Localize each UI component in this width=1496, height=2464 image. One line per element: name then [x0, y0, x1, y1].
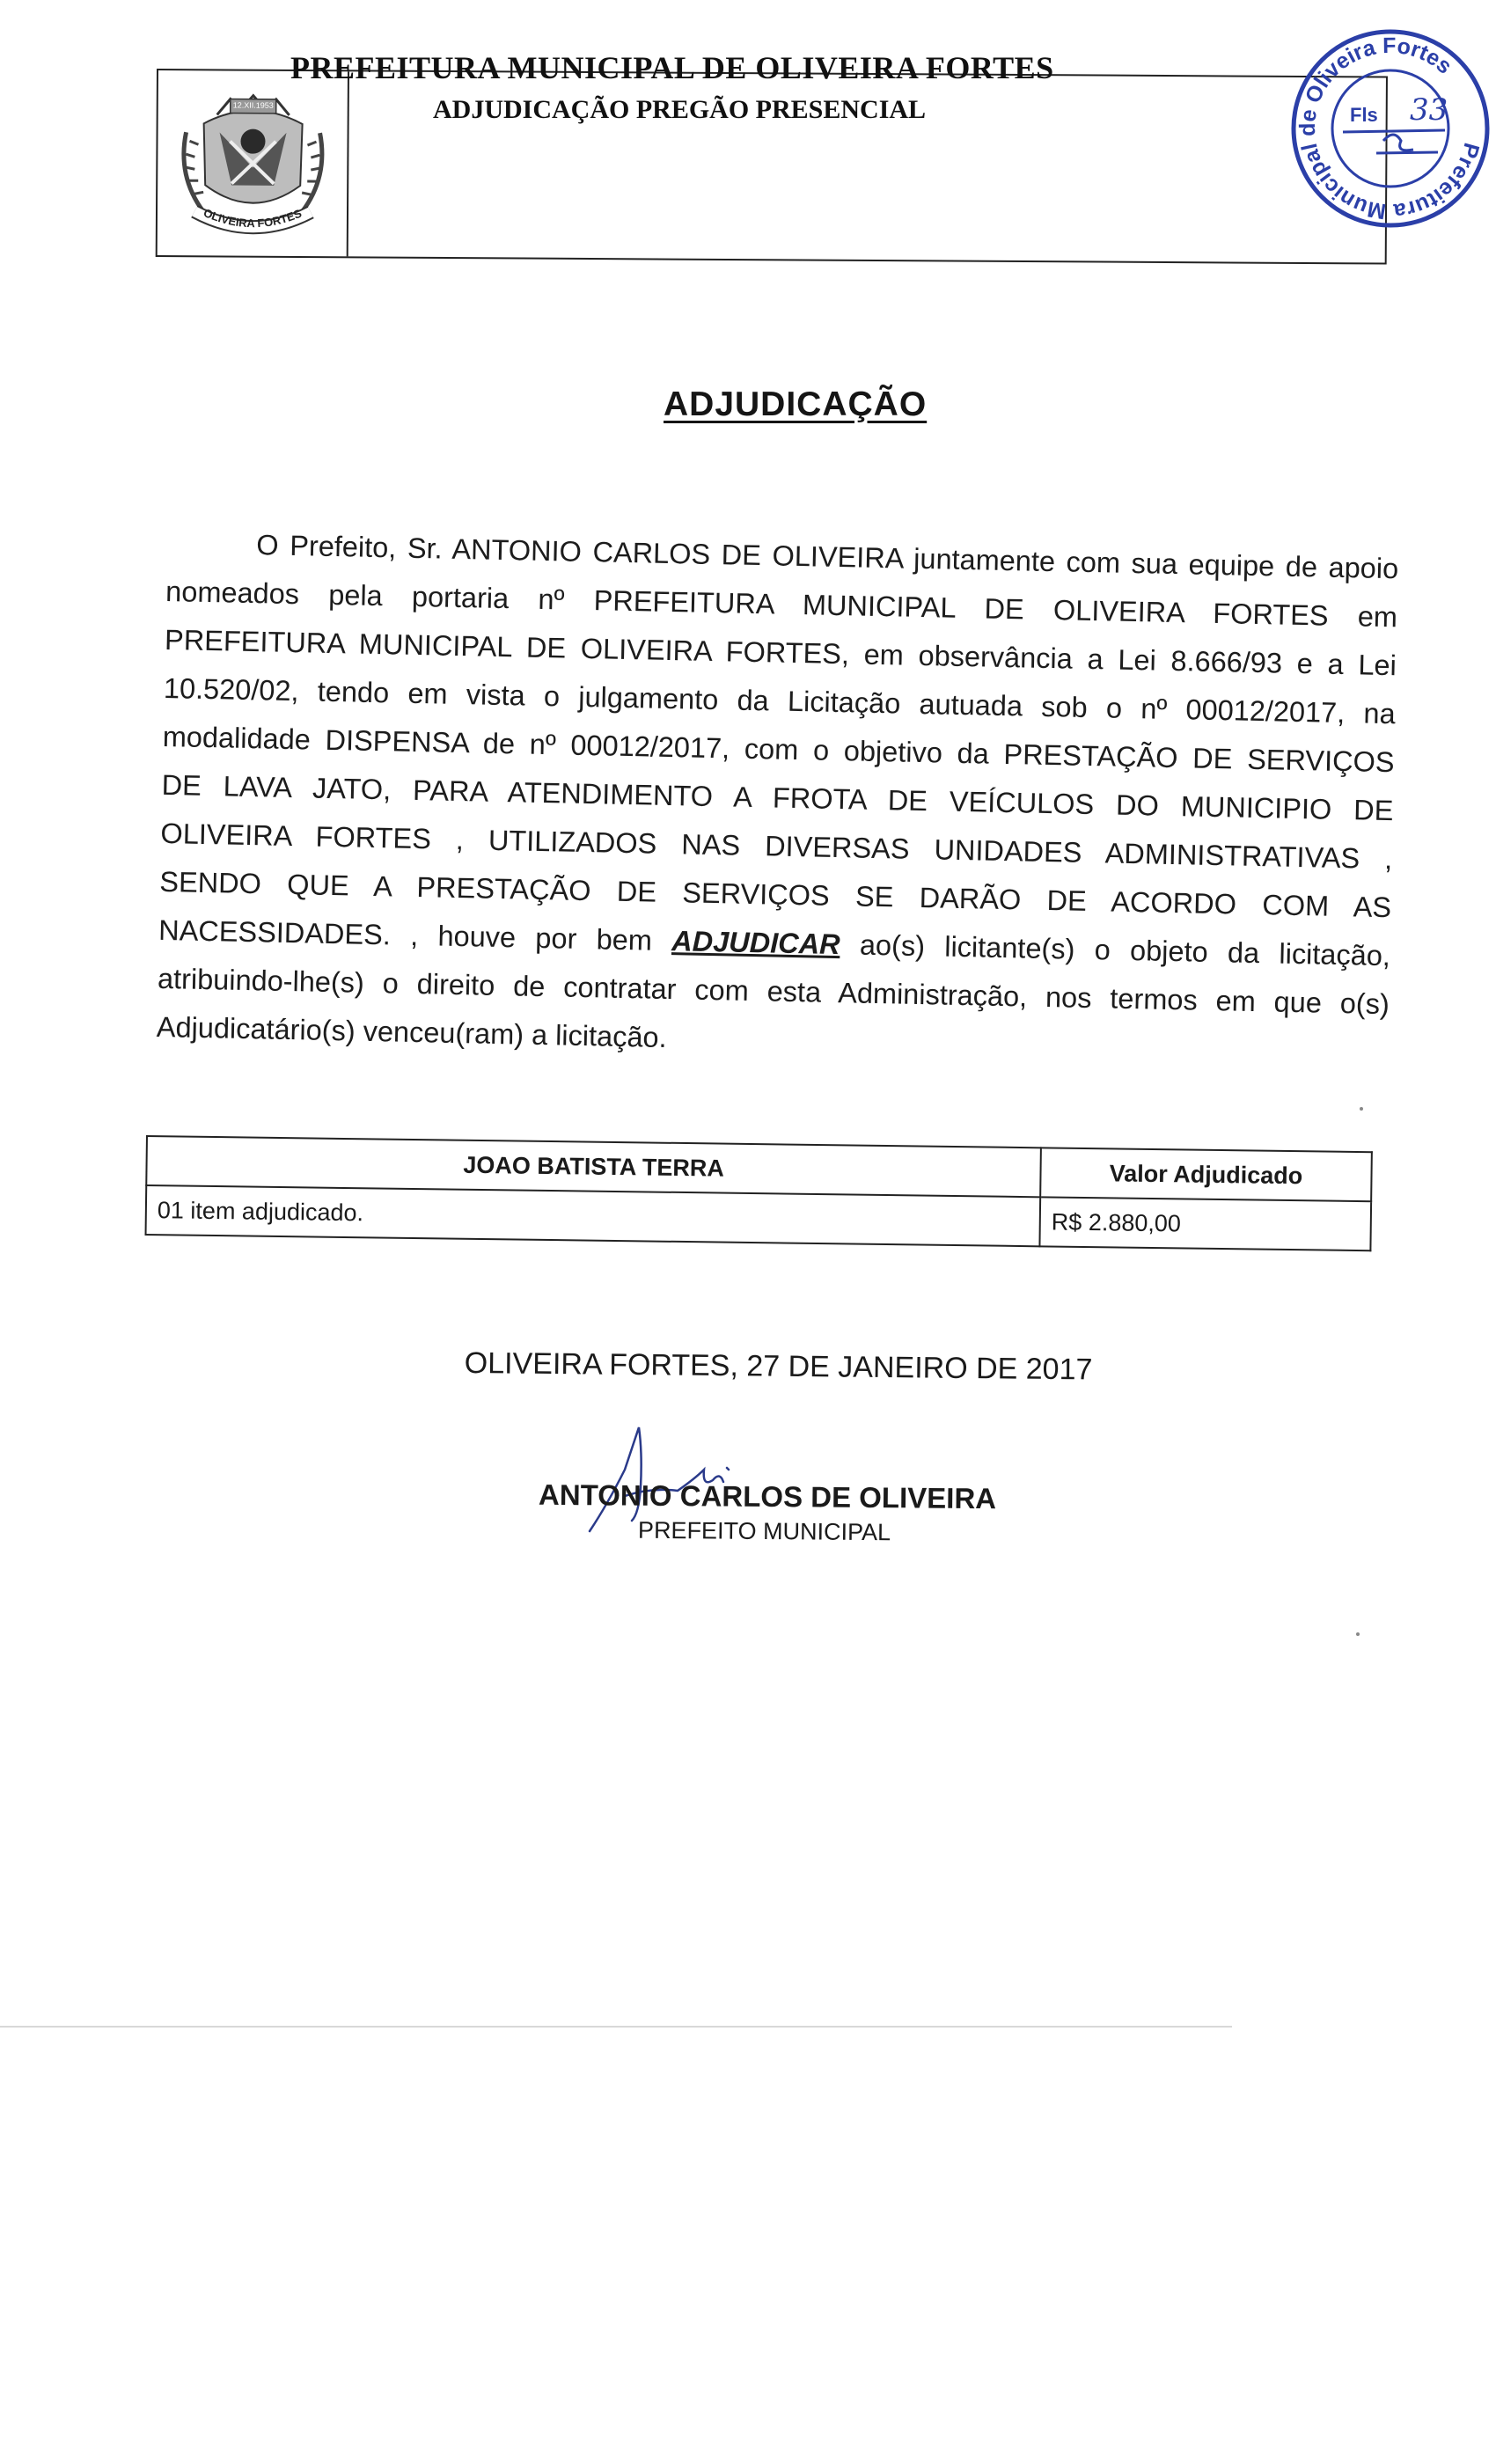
body-line: OLIVEIRA FORTES , UTILIZADOS NAS DIVERSAS UNIDADES ADMINISTRATIVAS , [160, 817, 1393, 876]
award-table-wrapper [145, 1135, 1373, 1251]
body-line: atribuindo-lhe(s) o direito de contratar com esta Administração, nos termos em que o(s) [157, 962, 1390, 1021]
value-header: Valor Adjudicado [1040, 1148, 1372, 1201]
signer-role: PREFEITO MUNICIPAL [637, 1516, 891, 1546]
adjudicated-value: R$ 2.880,00 [1039, 1197, 1371, 1250]
logo-date: 12.XII.1953 [232, 100, 274, 110]
scan-artifact-line [0, 2026, 1232, 2028]
logo-cell [158, 70, 349, 256]
scan-artifact-dot [1360, 1107, 1363, 1111]
stamp-page-number: 33 [1410, 92, 1448, 128]
winner-name: JOAO BATISTA TERRA [146, 1136, 1041, 1197]
body-line-9-end: ao(s) licitante(s) o objeto da licitação, [840, 928, 1391, 972]
adjudicar-emphasis: ADJUDICAR [671, 925, 841, 961]
body-line: SENDO QUE A PRESTAÇÃO DE SERVIÇOS SE DARÃO DE ACORDO COM AS [158, 865, 1392, 924]
award-table [145, 1135, 1373, 1251]
stamp-ring-text: Prefeitura Municipal de Oliveira Fortes [1294, 33, 1485, 224]
body-line: modalidade DISPENSA de nº 00012/2017, com o objetivo da PRESTAÇÃO DE SERVIÇOS [162, 720, 1395, 779]
adjudication-body [156, 519, 1398, 1077]
city-date: OLIVEIRA FORTES, 27 DE JANEIRO DE 2017 [464, 1346, 1093, 1387]
body-line: Adjudicatário(s) venceu(ram) a licitação. [156, 1010, 667, 1054]
body-line: PREFEITURA MUNICIPAL DE OLIVEIRA FORTES, em observância a Lei 8.666/93 e a Lei [164, 623, 1397, 682]
logo-caption: OLIVEIRA FORTES [202, 205, 304, 231]
body-line: O Prefeito, Sr. ANTONIO CARLOS DE OLIVEIRA juntamente com sua equipe de apoio [256, 529, 1399, 585]
scan-artifact-dot [1356, 1632, 1360, 1636]
municipal-coat-of-arms-logo [168, 79, 338, 243]
header-subtitle: ADJUDICAÇÃO PREGÃO PRESENCIAL [433, 95, 927, 124]
header-title: PREFEITURA MUNICIPAL DE OLIVEIRA FORTES [290, 50, 1054, 85]
body-line: DE LAVA JATO, PARA ATENDIMENTO A FROTA DE VEÍCULOS DO MUNICIPIO DE [161, 768, 1394, 827]
body-line-9-start: NACESSIDADES. , houve por bem [158, 913, 672, 957]
stamp-fls-label: Fls [1350, 104, 1378, 126]
items-adjudicated: 01 item adjudicado. [146, 1185, 1041, 1246]
body-line: nomeados pela portaria nº PREFEITURA MUNICIPAL DE OLIVEIRA FORTES em [165, 575, 1398, 634]
body-line: 10.520/02, tendo em vista o julgamento da Licitação autuada sob o nº 00012/2017, na [163, 671, 1397, 730]
signer-name: ANTONIO CARLOS DE OLIVEIRA [538, 1478, 997, 1515]
document-title: ADJUDICAÇÃO [664, 385, 928, 423]
svg-text:Prefeitura Municipal de Olivei [1287, 25, 1494, 232]
page-number-stamp [1287, 25, 1494, 232]
